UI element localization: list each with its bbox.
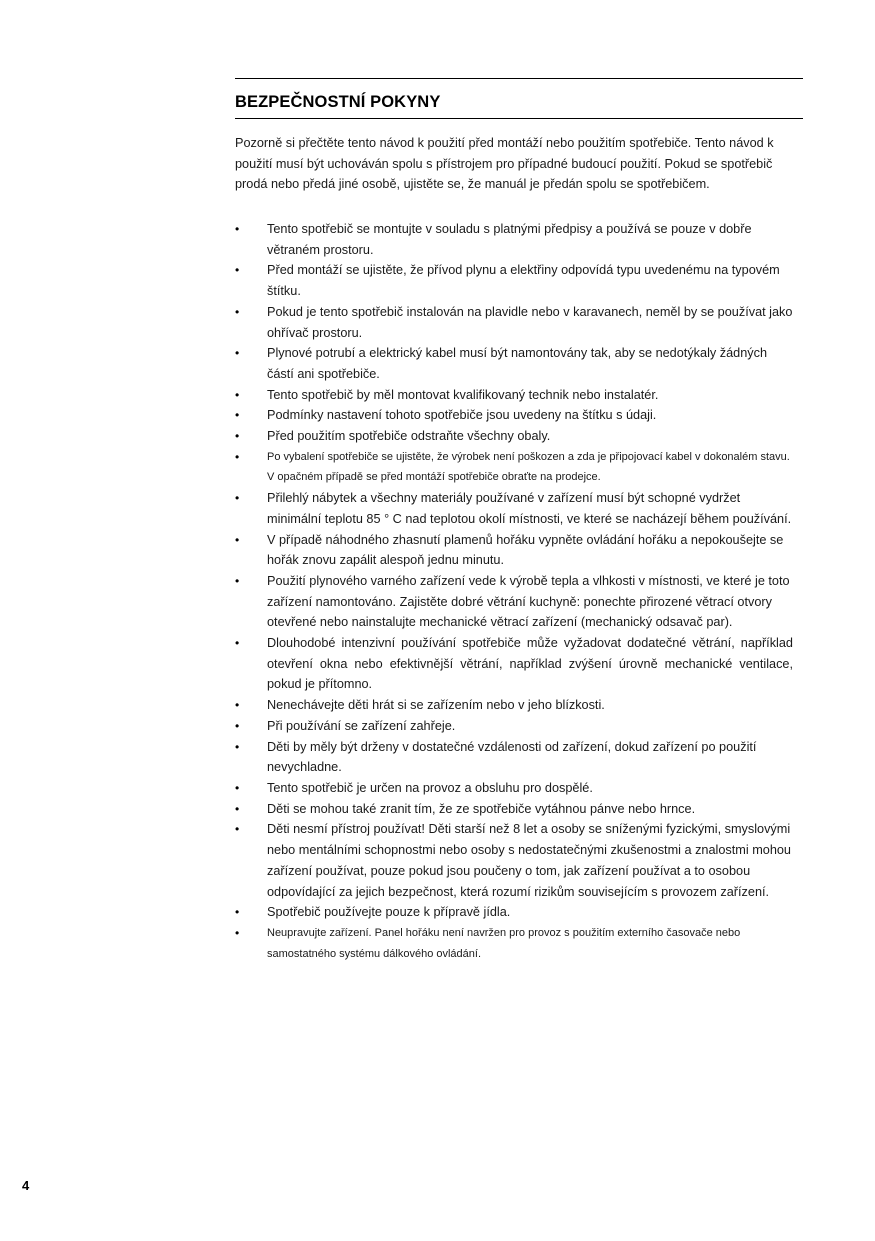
bullet-icon: •	[235, 636, 240, 651]
heading-rule-bottom	[235, 118, 803, 119]
list-item	[235, 343, 793, 384]
bullet-icon: •	[235, 263, 240, 278]
bullet-icon: •	[235, 222, 240, 236]
bullet-icon: •	[235, 905, 240, 920]
bullet-icon: •	[235, 346, 240, 361]
list-item-text: Tento spotřebič je určen na provoz a obsluhu pro dospělé.	[267, 780, 593, 795]
bullet-icon: •	[235, 718, 240, 733]
bullet-icon: •	[235, 429, 240, 444]
bullet-icon: •	[235, 801, 240, 816]
list-item	[235, 633, 793, 695]
list-item-text: Přilehlý nábytek a všechny materiály používané v zařízení musí být schopné vydržet minimální teplotu 85 ° C nad teplotou okolí místnosti, ve které se nacházejí během používání.	[267, 491, 792, 526]
list-item	[235, 695, 793, 716]
list-item-text: Děti nesmí přístroj používat! Děti starší než 8 let a osoby se sníženými fyzickými, smyslovými nebo mentálními schopnostmi nebo osoby s nedostatečnými zkušenostmi a znalostmi mohou zařízení používat, pouze pokud jsou poučeny o tom, jak zařízení používat a to osobou odpovídající za jejich bezpečnost, která rozumí rizikům souvisejícím s provozem zařízení.	[267, 822, 791, 899]
list-item	[235, 799, 793, 820]
bullet-icon: •	[235, 491, 240, 506]
heading-rule-top	[235, 78, 803, 79]
list-item	[235, 219, 793, 260]
list-item	[235, 488, 793, 529]
bullet-icon: •	[235, 925, 240, 940]
bullet-icon: •	[235, 573, 240, 588]
list-item	[235, 737, 793, 778]
bullet-icon: •	[235, 449, 240, 464]
list-item-text: Podmínky nastavení tohoto spotřebiče jsou uvedeny na štítku s údaji.	[267, 408, 657, 423]
bullet-icon: •	[235, 698, 240, 713]
list-item	[235, 260, 793, 301]
list-item	[235, 778, 793, 799]
list-item-text: Děti se mohou také zranit tím, že ze spotřebiče vytáhnou pánve nebo hrnce.	[267, 801, 696, 816]
list-item	[235, 571, 793, 633]
list-item-text: Děti by měly být drženy v dostatečné vzdálenosti od zařízení, dokud zařízení po použití nevychladne.	[267, 739, 757, 775]
bullet-icon: •	[235, 739, 240, 754]
list-item-text: V případě náhodného zhasnutí plamenů hořáku vypněte ovládání hořáku a nepokoušejte se hořák znovu zapálit alespoň jednu minutu.	[267, 532, 784, 568]
list-item	[235, 447, 793, 488]
bullet-icon: •	[235, 822, 240, 837]
bullet-icon: •	[235, 532, 240, 547]
list-item	[235, 302, 793, 343]
list-item	[235, 716, 793, 737]
list-item-text: Při používání se zařízení zahřeje.	[267, 718, 456, 733]
list-item-text: Tento spotřebič se montujte v souladu s platnými předpisy a používá se pouze v dobře větraném prostoru.	[267, 222, 752, 257]
list-item-text: Před použitím spotřebiče odstraňte všechny obaly.	[267, 429, 551, 444]
page-number: 4	[22, 1178, 30, 1193]
list-item	[235, 426, 793, 447]
list-item	[235, 819, 793, 902]
bullet-icon: •	[235, 408, 240, 423]
list-item	[235, 902, 793, 923]
list-item-text: Před montáží se ujistěte, že přívod plynu a elektřiny odpovídá typu uvedenému na typovém štítku.	[267, 263, 780, 299]
page-title: BEZPEČNOSTNÍ POKYNY	[235, 93, 441, 111]
intro-paragraph: Pozorně si přečtěte tento návod k použití před montáží nebo použitím spotřebiče. Tento návod k použití musí být uchováván spolu s přístrojem pro případné budoucí použití. Pokud se spotřebič prodá nebo předá jiné osobě, ujistěte se, že manuál je předán spolu se spotřebičem.	[235, 136, 774, 192]
list-item-text: Dlouhodobé intenzivní používání spotřebiče může vyžadovat dodatečné větrání, například otevření okna nebo efektivnější větrání, například zvýšení úrovně mechanické ventilace, pokud je přítomno.	[267, 636, 793, 692]
list-item-text: Po vybalení spotřebiče se ujistěte, že výrobek není poškozen a zda je připojovací kabel v dokonalém stavu. V opačném případě se před montáží spotřebiče obraťte na prodejce.	[267, 450, 790, 484]
safety-list	[235, 219, 793, 964]
list-item-text: Pokud je tento spotřebič instalován na plavidle nebo v karavanech, neměl by se používat jako ohřívač prostoru.	[267, 304, 793, 340]
bullet-icon: •	[235, 387, 240, 402]
list-item-text: Použití plynového varného zařízení vede k výrobě tepla a vlhkosti v místnosti, ve které je toto zařízení namontováno. Zajistěte dobré větrání kuchyně: ponechte přirozené větrací otvory otevřené nebo nainstalujte mechanické větrací zařízení (mechanický odsavač par).	[267, 573, 790, 630]
bullet-icon: •	[235, 304, 240, 319]
list-item-text: Tento spotřebič by měl montovat kvalifikovaný technik nebo instalatér.	[267, 387, 659, 402]
list-item-text: Spotřebič používejte pouze k přípravě jídla.	[267, 905, 511, 920]
list-item-text: Neupravujte zařízení. Panel hořáku není navržen pro provoz s použitím externího časovače nebo samostatného systému dálkového ovládání.	[267, 926, 741, 960]
list-item	[235, 923, 793, 964]
list-item-text: Plynové potrubí a elektrický kabel musí být namontovány tak, aby se nedotýkaly žádných částí ani spotřebiče.	[267, 346, 768, 381]
list-item	[235, 405, 793, 426]
list-item	[235, 385, 793, 406]
list-item-text: Nenechávejte děti hrát si se zařízením nebo v jeho blízkosti.	[267, 698, 605, 713]
list-item	[235, 530, 793, 571]
bullet-icon: •	[235, 780, 240, 795]
